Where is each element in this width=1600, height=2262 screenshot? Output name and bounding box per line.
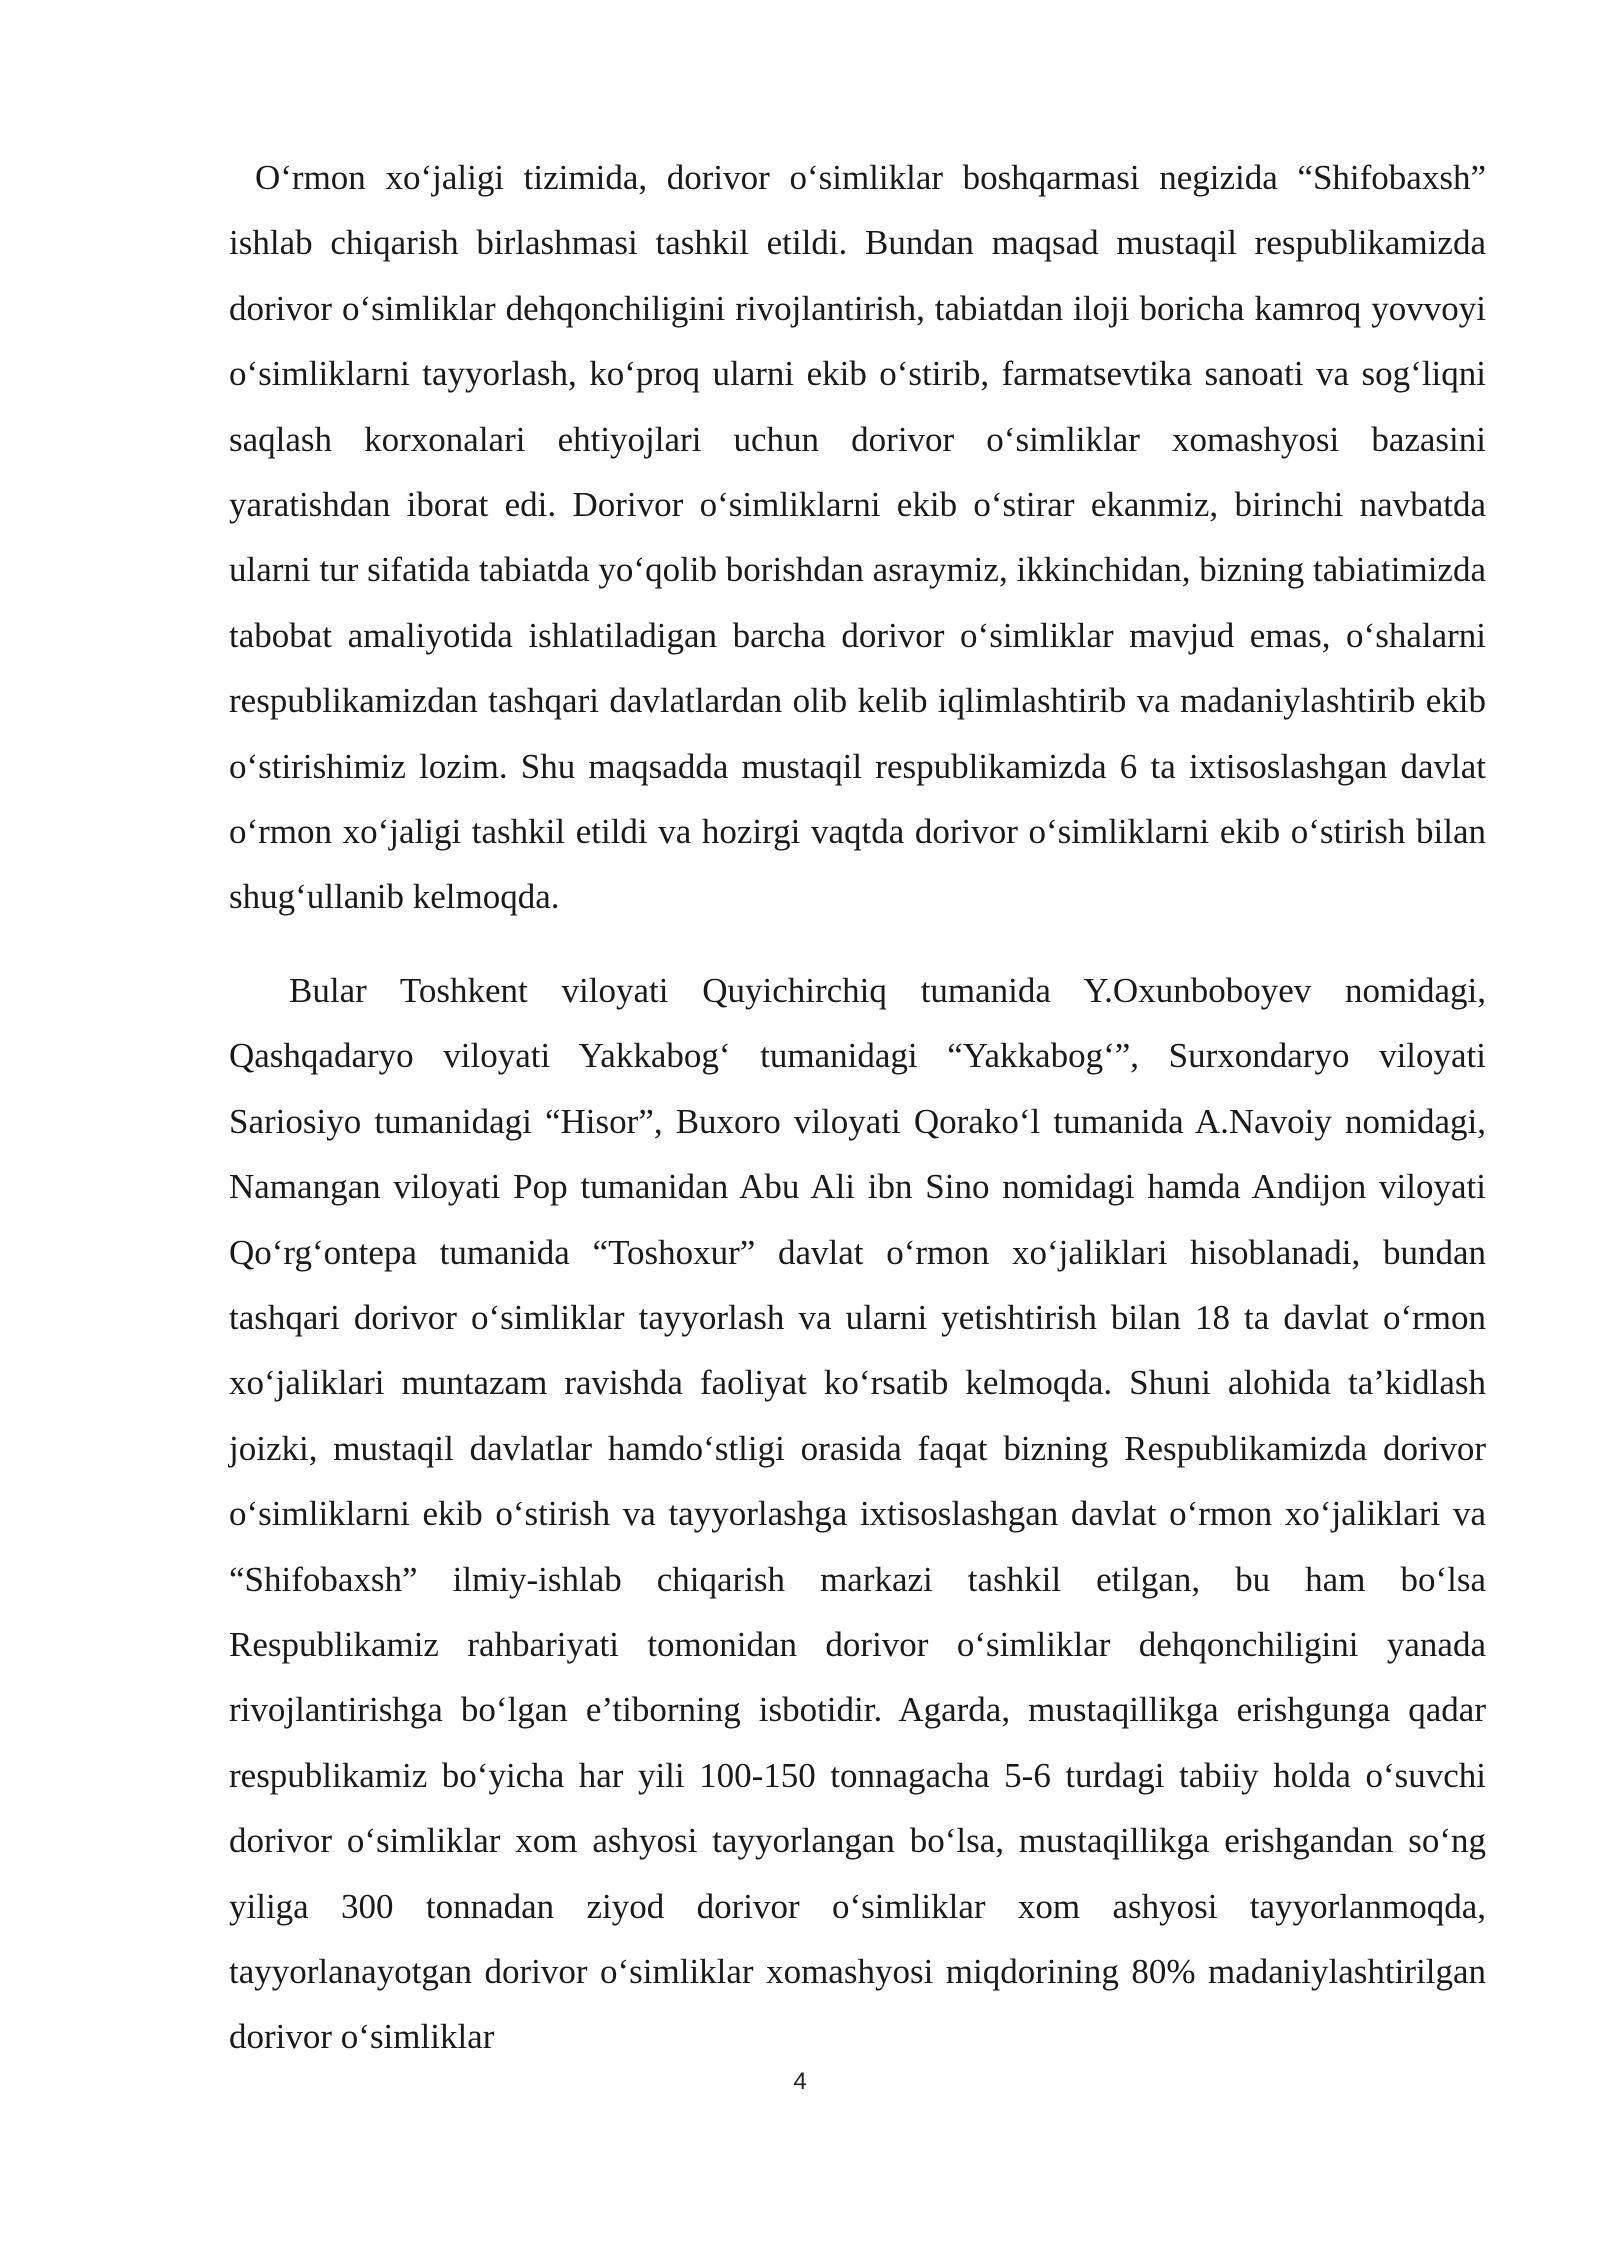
body-text (229, 145, 1486, 2070)
paragraph-2: Bular Toshkent viloyati Quyichirchiq tumanida Y.Oxunboboyev nomidagi, Qashqadaryo viloyati Yakkabog‘ tumanidagi “Yakkabog‘”, Surxondaryo viloyati Sariosiyo tumanidagi “Hisor”, Buxoro viloyati Qorako‘l tumanida A.Navoiy nomidagi, Namangan viloyati Pop tumanidan Abu Ali ibn Sino nomidagi hamda Andijon viloyati Qo‘rg‘ontepa tumanida “Toshoxur” davlat o‘rmon xo‘jaliklari hisoblanadi, bundan tashqari dorivor o‘simliklar tayyorlash va ularni yetishtirish bilan 18 ta davlat o‘rmon xo‘jaliklari muntazam ravishda faoliyat ko‘rsatib kelmoqda. Shuni alohida ta’kidlash joizki, mustaqil davlatlar hamdo‘stligi orasida faqat bizning Respublikamizda dorivor o‘simliklarni ekib o‘stirish va tayyorlashga ixtisoslashgan davlat o‘rmon xo‘jaliklari va “Shifobaxsh” ilmiy-ishlab chiqarish markazi tashkil etilgan, bu ham bo‘lsa Respublikamiz rahbariyati tomonidan dorivor o‘simliklar dehqonchiligini yanada rivojlantirishga bo‘lgan e’tiborning isbotidir. Agarda, mustaqillikga erishgunga qadar respublikamiz bo‘yicha har yili 100-150 tonnagacha 5-6 turdagi tabiiy holda o‘suvchi dorivor o‘simliklar xom ashyosi tayyorlangan bo‘lsa, mustaqillikga erishgandan so‘ng yiliga 300 tonnadan ziyod dorivor o‘simliklar xom ashyosi tayyorlanmoqda, tayyorlanayotgan dorivor o‘simliklar xomashyosi miqdorining 80% madaniylashtirilgan dorivor o‘simliklar (229, 970, 1486, 2057)
page-number: 4 (793, 2068, 807, 2095)
paragraph-1: O‘rmon xo‘jaligi tizimida, dorivor o‘simliklar boshqarmasi negizida “Shifobaxsh” ishlab chiqarish birlashmasi tashkil etildi. Bundan maqsad mustaqil respublikamizda dorivor o‘simliklar dehqonchiligini rivojlantirish, tabiatdan iloji boricha kamroq yovvoyi o‘simliklarni tayyorlash, ko‘proq ularni ekib o‘stirib, farmatsevtika sanoati va sog‘liqni saqlash korxonalari ehtiyojlari uchun dorivor o‘simliklar xomashyosi bazasini yaratishdan iborat edi. Dorivor o‘simliklarni ekib o‘stirar ekanmiz, birinchi navbatda ularni tur sifatida tabiatda yo‘qolib borishdan asraymiz, ikkinchidan, bizning tabiatimizda tabobat amaliyotida ishlatiladigan barcha dorivor o‘simliklar mavjud emas, o‘shalarni respublikamizdan tashqari davlatlardan olib kelib iqlimlashtirib va madaniylashtirib ekib o‘stirishimiz lozim. Shu maqsadda mustaqil respublikamizda 6 ta ixtisoslashgan davlat o‘rmon xo‘jaligi tashkil etildi va hozirgi vaqtda dorivor o‘simliklarni ekib o‘stirish bilan shug‘ullanib kelmoqda. (229, 158, 1486, 917)
